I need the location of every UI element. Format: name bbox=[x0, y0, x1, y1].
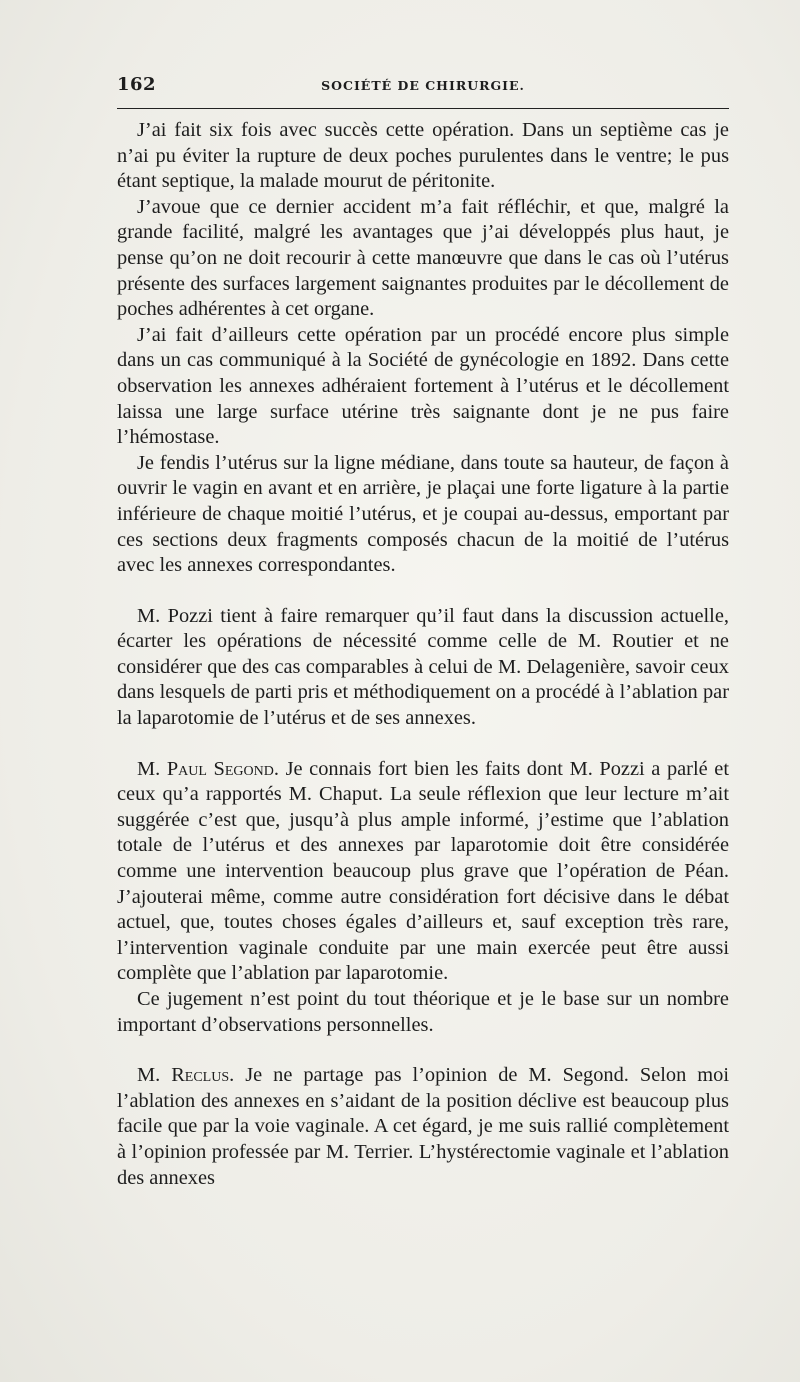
paragraph-4: Je fendis l’utérus sur la ligne médiane, dans toute sa hauteur, de façon à ouvrir le vagin en avant et en arrière, je plaçai une forte ligature à la partie inférieure de chaque moitié l’utérus, et je coupai au-dessus, emportant par ces sections deux fragments composés chacun de la moitié de l’utérus avec les annexes correspondantes. bbox=[117, 451, 729, 577]
paragraph-pozzi-text: tient à faire remarquer qu’il faut dans la discussion actuelle, écarter les opérations de nécessité comme celle de M. Routier et ne considérer que des cas comparables à celui de M. Delagenière, savoir ceux dans lesquels de parti pris et méthodiquement on a procédé à l’ablation par la laparotomie de l’utérus et de ses annexes. bbox=[117, 604, 729, 730]
paragraph-pozzi bbox=[117, 604, 729, 732]
speaker-pozzi: M. Pozzi bbox=[137, 604, 213, 627]
paragraph-3: J’ai fait d’ailleurs cette opération par un procédé encore plus simple dans un cas communiqué à la Société de gynécologie en 1892. Dans cette observation les annexes adhéraient fortement à l’utérus et le décollement laissa une large surface utérine très saignante dont je ne pus faire l’hémostase. bbox=[117, 323, 729, 449]
page-header bbox=[117, 74, 729, 98]
running-title: SOCIÉTÉ DE CHIRURGIE. bbox=[321, 78, 525, 93]
paragraph-reclus-text: Je ne partage pas l’opinion de M. Segond. Selon moi l’ablation des annexes en s’aidant de la position déclive est beaucoup plus facile que par la voie vaginale. A cet égard, je me suis rallié complètement à l’opinion professée par M. Terrier. L’hystérectomie vaginale et l’ablation des annexes bbox=[117, 1064, 729, 1189]
paragraph-2: J’avoue que ce dernier accident m’a fait réfléchir, et que, malgré la grande facilité, malgré les avantages que j’ai développés plus haut, je pense qu’on ne doit recourir à cette manœuvre que dans le cas où l’utérus présente des surfaces largement saignantes produites par le décollement de poches adhérentes à cet organe. bbox=[117, 195, 729, 321]
speaker-reclus: M. Reclus. bbox=[137, 1064, 235, 1087]
paragraph-segond bbox=[117, 757, 729, 987]
paragraph-1: J’ai fait six fois avec succès cette opération. Dans un septième cas je n’ai pu éviter la rupture de deux poches purulentes dans le ventre; le pus étant septique, la malade mourut de péritonite. bbox=[117, 119, 729, 193]
page-number: 162 bbox=[117, 74, 157, 95]
body-text bbox=[117, 118, 729, 1191]
header-rule bbox=[117, 108, 729, 109]
paragraph-segond-text: Je connais fort bien les faits dont M. Pozzi a parlé et ceux qu’a rapportés M. Chaput. La seule réflexion que leur lecture m’ait suggérée c’est que, jusqu’à plus ample informé, j’estime que l’ablation totale de l’utérus et des annexes par laparotomie doit être considérée comme une intervention beaucoup plus grave que l’opération de Péan. J’ajouterai même, comme autre considération fort décisive dans le débat actuel, que, toutes choses égales d’ailleurs et, sauf exception très rare, l’intervention vaginale conduite par une main exercée peut être aussi complète que l’ablation par laparotomie. bbox=[117, 757, 730, 985]
paragraph-reclus bbox=[117, 1063, 729, 1191]
paragraph-segond-2: Ce jugement n’est point du tout théorique et je le base sur un nombre important d’observations personnelles. bbox=[117, 988, 729, 1036]
speaker-segond: M. Paul Segond. bbox=[137, 757, 279, 780]
